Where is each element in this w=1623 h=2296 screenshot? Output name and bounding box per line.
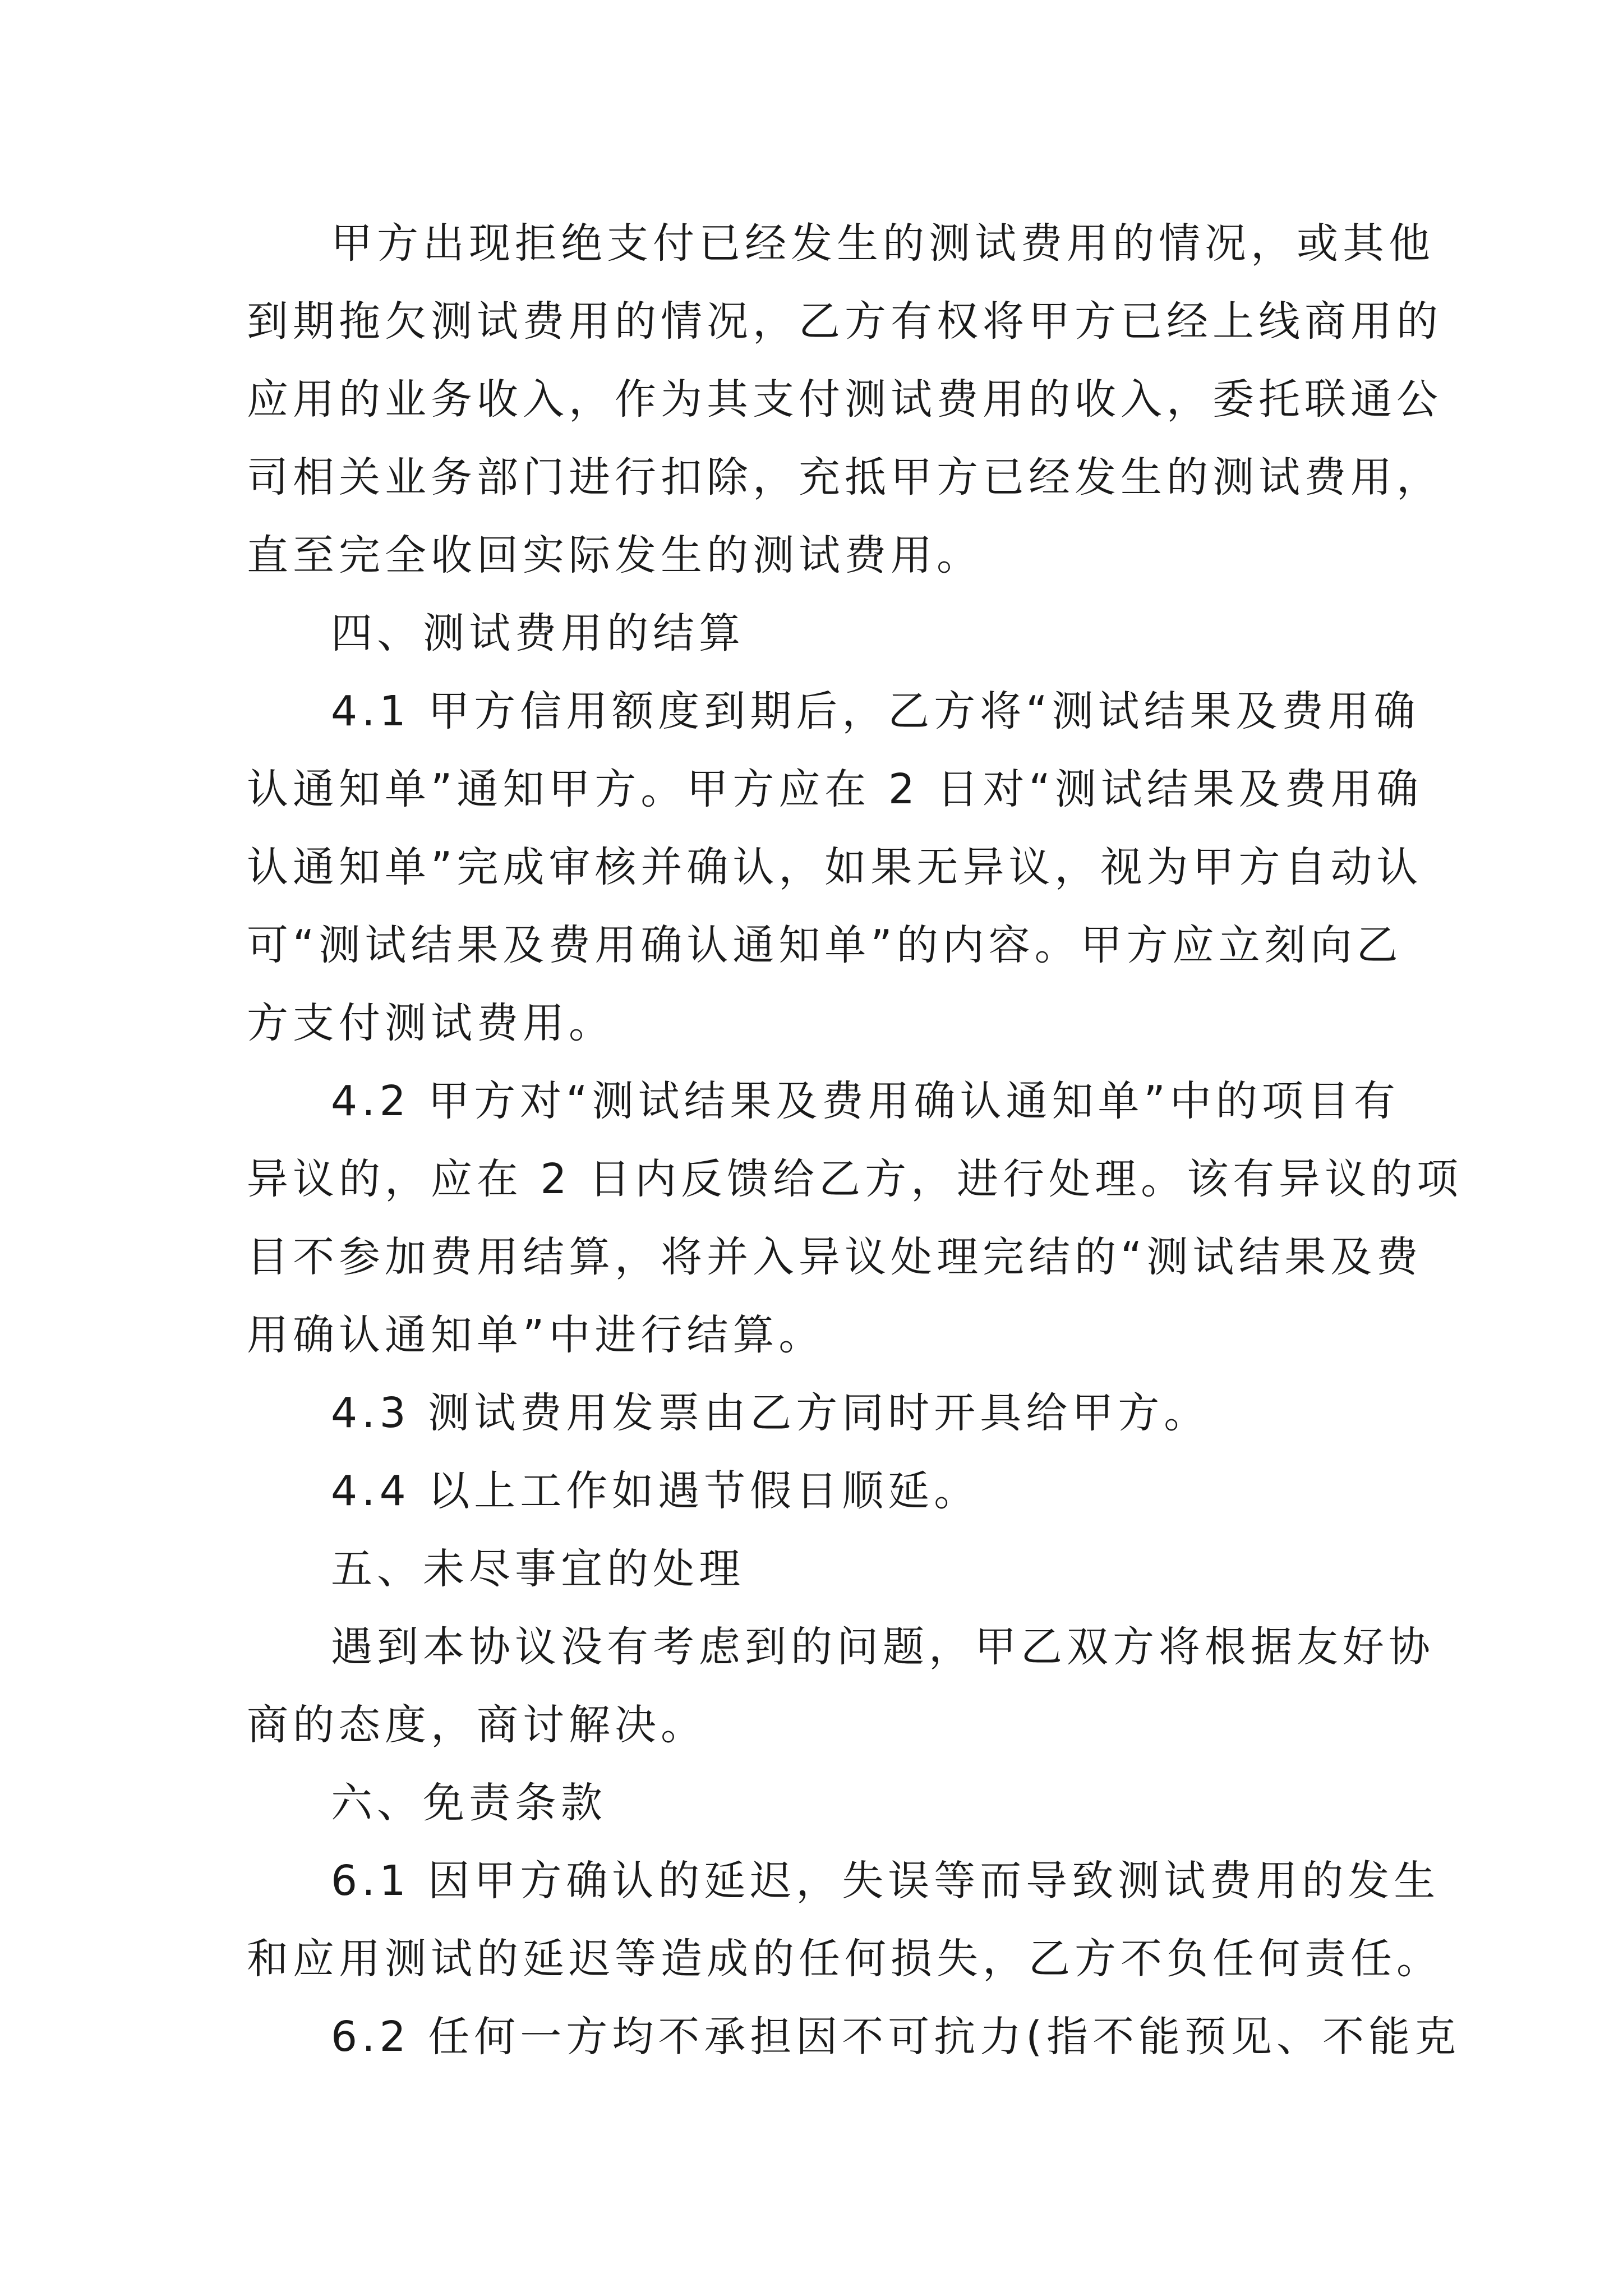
- section-heading: 四、测试费用的结算: [331, 609, 745, 657]
- paragraph-line: 直至完全收回实际发生的测试费用。: [247, 531, 983, 579]
- paragraph-line: 认通知单”通知甲方。甲方应在 2 日对“测试结果及费用确: [247, 765, 1423, 813]
- paragraph-line: 目不参加费用结算，将并入异议处理完结的“测试结果及费: [247, 1233, 1423, 1281]
- paragraph-line: 应用的业务收入，作为其支付测试费用的收入，委托联通公: [247, 375, 1442, 424]
- paragraph-line: 可“测试结果及费用确认通知单”的内容。甲方应立刻向乙: [247, 921, 1403, 969]
- paragraph-line: 和应用测试的延迟等造成的任何损失，乙方不负任何责任。: [247, 1935, 1442, 1983]
- paragraph-line: 商的态度，商讨解决。: [247, 1701, 707, 1749]
- paragraph-line: 认通知单”完成审核并确认，如果无异议，视为甲方自动认: [247, 843, 1423, 891]
- paragraph-line: 4.1 甲方信用额度到期后，乙方将“测试结果及费用确: [331, 687, 1420, 735]
- section-heading: 六、免责条款: [331, 1779, 607, 1827]
- paragraph-line: 甲方出现拒绝支付已经发生的测试费用的情况，或其他: [331, 219, 1435, 268]
- paragraph-line: 用确认通知单”中进行结算。: [247, 1311, 825, 1359]
- paragraph-line: 4.3 测试费用发票由乙方同时开具给甲方。: [331, 1389, 1210, 1437]
- paragraph-line: 方支付测试费用。: [247, 999, 615, 1047]
- paragraph-line: 4.4 以上工作如遇节假日顺延。: [331, 1467, 980, 1515]
- paragraph-line: 司相关业务部门进行扣除，充抵甲方已经发生的测试费用，: [247, 453, 1442, 501]
- paragraph-line: 遇到本协议没有考虑到的问题，甲乙双方将根据友好协: [331, 1623, 1435, 1671]
- paragraph-line: 6.2 任何一方均不承担因不可抗力(指不能预见、不能克: [331, 2013, 1461, 2061]
- paragraph-line: 4.2 甲方对“测试结果及费用确认通知单”中的项目有: [331, 1077, 1400, 1125]
- paragraph-line: 6.1 因甲方确认的延迟，失误等而导致测试费用的发生: [331, 1857, 1440, 1905]
- paragraph-line: 异议的，应在 2 日内反馈给乙方，进行处理。该有异议的项: [247, 1155, 1463, 1203]
- paragraph-line: 到期拖欠测试费用的情况，乙方有权将甲方已经上线商用的: [247, 297, 1442, 346]
- section-heading: 五、未尽事宜的处理: [331, 1545, 745, 1593]
